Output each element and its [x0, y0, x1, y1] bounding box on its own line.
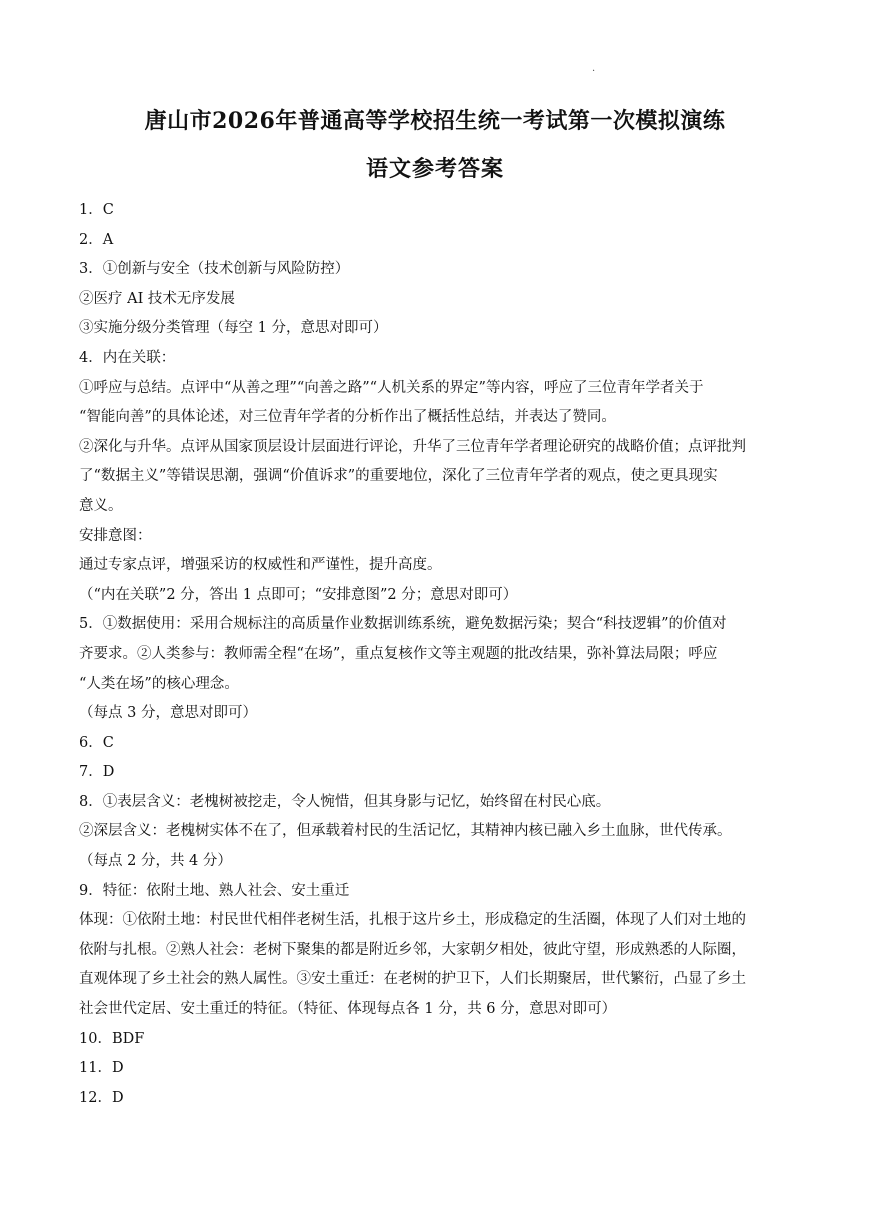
answer-line: “人类在场”的核心理念。 [79, 675, 239, 692]
answer-line: 意义。 [79, 497, 123, 514]
corner-dot-mark: · [592, 66, 596, 77]
answer-line: （每点 3 分，意思对即可） [79, 705, 257, 722]
answer-line: 体现：①依附土地：村民世代相伴老树生活，扎根于这片乡土，形成稳定的生活圈，体现了人们对土地的 [79, 912, 746, 929]
answer-line: 9．特征：依附土地、熟人社会、安土重迁 [79, 882, 350, 899]
answer-line: ②深化与升华。点评从国家顶层设计层面进行评论，升华了三位青年学者理论研究的战略价值；点评批判 [79, 438, 746, 455]
answer-line: ③实施分级分类管理（每空 1 分，意思对即可） [79, 320, 388, 337]
answer-line: 直观体现了乡土社会的熟人属性。③安土重迁：在老树的护卫下，人们长期聚居，世代繁衍，凸显了乡土 [79, 971, 746, 988]
document-subtitle: 语文参考答案 [365, 156, 504, 182]
answer-line: （“内在关联”2 分，答出 1 点即可；“安排意图”2 分；意思对即可） [79, 586, 518, 603]
answer-line: 2．A [79, 231, 114, 248]
answer-line: 4．内在关联： [79, 349, 176, 366]
answer-line: 1．C [79, 202, 114, 218]
answer-line: 安排意图： [79, 527, 152, 544]
document-title: 唐山市2026年普通高等学校招生统一考试第一次模拟演练 [144, 108, 726, 134]
answer-line: （每点 2 分，共 4 分） [79, 853, 232, 870]
answer-line: ①呼应与总结。点评中“从善之理”“向善之路”“人机关系的界定”等内容，呼应了三位青年学者关于 [79, 379, 704, 396]
answer-line: 5．①数据使用：采用合规标注的高质量作业数据训练系统，避免数据污染；契合“科技逻辑”的价值对 [79, 616, 727, 633]
answer-line: “智能向善”的具体论述，对三位青年学者的分析作出了概括性总结，并表达了赞同。 [79, 409, 616, 426]
answer-line: 10．BDF [79, 1030, 145, 1047]
answer-line: 通过专家点评，增强采访的权威性和严谨性，提升高度。 [79, 557, 442, 574]
answer-line: 12．D [79, 1089, 124, 1106]
answer-line: 7．D [79, 764, 115, 781]
answer-line: 3．①创新与安全（技术创新与风险防控） [79, 261, 350, 278]
answer-line: 齐要求。②人类参与：教师需全程“在场”，重点复核作文等主观题的批改结果，弥补算法局限；呼应 [79, 645, 718, 662]
answer-line: ②医疗 AI 技术无序发展 [79, 290, 235, 307]
answer-line: 了“数据主义”等错误思潮，强调“价值诉求”的重要地位，深化了三位青年学者的观点，使之更具现实 [79, 468, 718, 485]
answer-line: 依附与扎根。②熟人社会：老树下聚集的都是附近乡邻，大家朝夕相处，彼此守望，形成熟悉的人际圈， [79, 941, 746, 958]
answer-line: 社会世代定居、安土重迁的特征。（特征、体现每点各 1 分，共 6 分，意思对即可） [79, 1001, 617, 1018]
answer-line: ②深层含义：老槐树实体不在了，但承载着村民的生活记忆，其精神内核已融入乡土血脉，世代传承。 [79, 823, 732, 840]
answer-line: 11．D [79, 1060, 124, 1077]
answer-content [79, 196, 791, 1113]
answer-line: 6．C [79, 734, 114, 751]
answer-line: 8．①表层含义：老槐树被挖走，令人惋惜，但其身影与记忆，始终留在村民心底。 [79, 793, 611, 810]
